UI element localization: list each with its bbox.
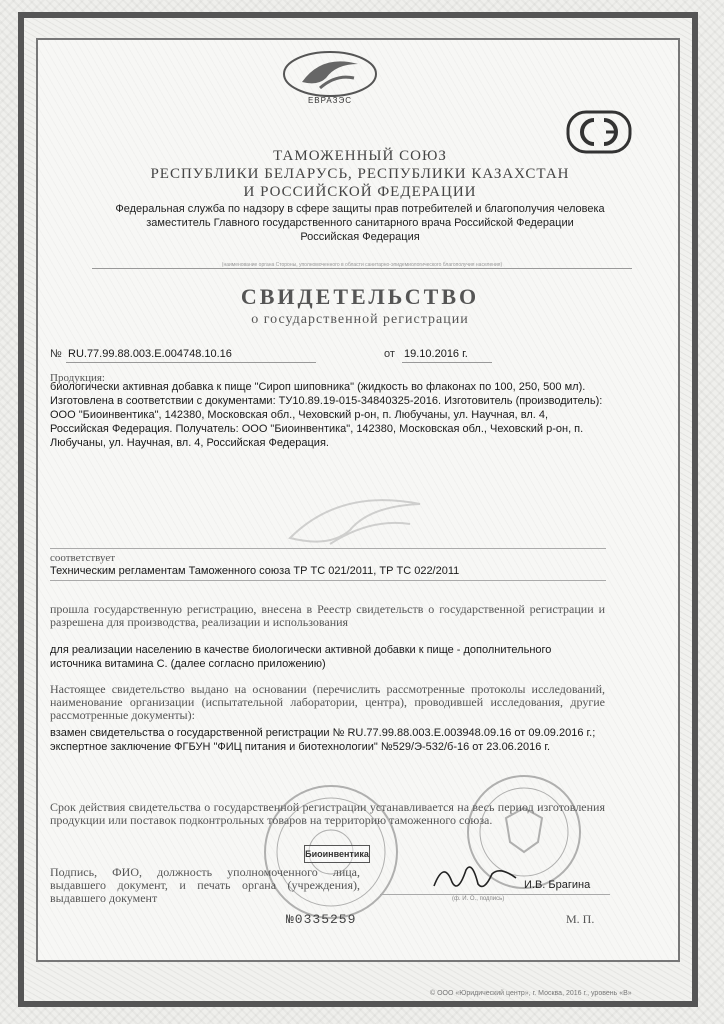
signer-name: И.В. Брагина: [524, 879, 591, 891]
agency-caption: (наименование органа Стороны, уполномоченного в области санитарно-эпидемиологического благополучия населения): [221, 262, 503, 268]
compliance-rule-top: [50, 548, 606, 549]
logo-caption: ЕВРАЗЭС: [307, 96, 353, 105]
document-title: СВИДЕТЕЛЬСТВО: [240, 284, 480, 309]
product-description: биологически активная добавка к пище "Сироп шиповника" (жидкость во флаконах по 100, 250, 500 мл). Изготовлена в соответствии с документами: ТУ10.89.19-015-34840325-2016. Изготовитель (производитель): ООО "Биоинвентика", 142380, Московская обл., Чеховский р-он, п. Любучаны, ул. Научная, вл. 4, Российская Федерация. Получатель: ООО "Биоинвентика", 142380, Московская обл., Чеховский р-он, п. Любучаны, ул. Научная, вл. 4, Российская Федерация.: [50, 381, 603, 449]
agency-underline: [92, 268, 632, 269]
number-underline: [66, 362, 316, 363]
compliance-rule-bottom: [50, 580, 606, 581]
document-subtitle: о государственной регистрации: [251, 312, 469, 327]
basis-text: взамен свидетельства о государственной регистрации № RU.77.99.88.003.E.003948.09.16 от 09.09.2016 г.; экспертное заключение ФГБУН "ФИЦ питания и биотехнологии" №529/Э-532/б-16 от 23.06.2016 г.: [50, 727, 596, 753]
product-label: Продукция:: [50, 372, 105, 384]
eurasec-watermark-icon: [270, 478, 440, 558]
registration-date: 19.10.2016 г.: [404, 348, 468, 360]
seal-place-label: М. П.: [566, 912, 595, 926]
form-serial-number: №0335259: [286, 912, 357, 927]
signer-block-text: Подпись, ФИО, должность уполномоченного лица, выдавшего документ, и печать органа (учреждения), выдавшего документ: [50, 865, 360, 905]
agency-line-2: заместитель Главного государственного санитарного врача Российской Федерации: [146, 217, 574, 229]
compliance-text: Техническим регламентам Таможенного союза ТР ТС 021/2011, ТР ТС 022/2011: [50, 565, 460, 577]
agency-line-1: Федеральная служба по надзору в сфере защиты прав потребителей и благополучия человека: [115, 203, 605, 215]
compliance-label: соответствует: [50, 552, 116, 564]
registration-purpose-text: для реализации населению в качестве биологически активной добавки к пище - дополнительного источника витамина С. (далее согласно приложению): [50, 644, 552, 670]
header-line-2: РЕСПУБЛИКИ БЕЛАРУСЬ, РЕСПУБЛИКИ КАЗАХСТАН: [150, 166, 570, 182]
validity-text: Срок действия свидетельства о государственной регистрации устанавливается на весь период изготовления продукции или поставок подконтрольных товаров на территорию таможенного союза.: [50, 800, 605, 827]
date-underline: [402, 362, 492, 363]
signature-caption: (ф. И. О., подпись): [452, 896, 505, 902]
agency-line-3: Российская Федерация: [300, 231, 420, 243]
company-stamp: Биоинвентика: [304, 845, 370, 863]
number-label: №: [50, 348, 62, 360]
header-line-1: ТАМОЖЕННЫЙ СОЮЗ: [273, 148, 447, 164]
registration-passed-text: прошла государственную регистрацию, внесена в Реестр свидетельств о государственной регистрации и разрешена для производства, реализации и использования: [50, 602, 605, 629]
publisher-footer: © ООО «Юридический центр», г. Москва, 2016 г., уровень «В»: [430, 990, 632, 997]
header-line-3: И РОССИЙСКОЙ ФЕДЕРАЦИИ: [243, 184, 477, 200]
handwritten-signature-icon: [430, 856, 520, 896]
basis-intro: Настоящее свидетельство выдано на основании (перечислить рассмотренные протоколы исследований, наименование организации (испытательной лаборатории, центра), проводившей исследования, другие рассмотренные документы):: [50, 682, 605, 722]
date-label: от: [384, 348, 395, 360]
registration-number: RU.77.99.88.003.E.004748.10.16: [68, 348, 232, 360]
signature-underline: [380, 894, 610, 895]
